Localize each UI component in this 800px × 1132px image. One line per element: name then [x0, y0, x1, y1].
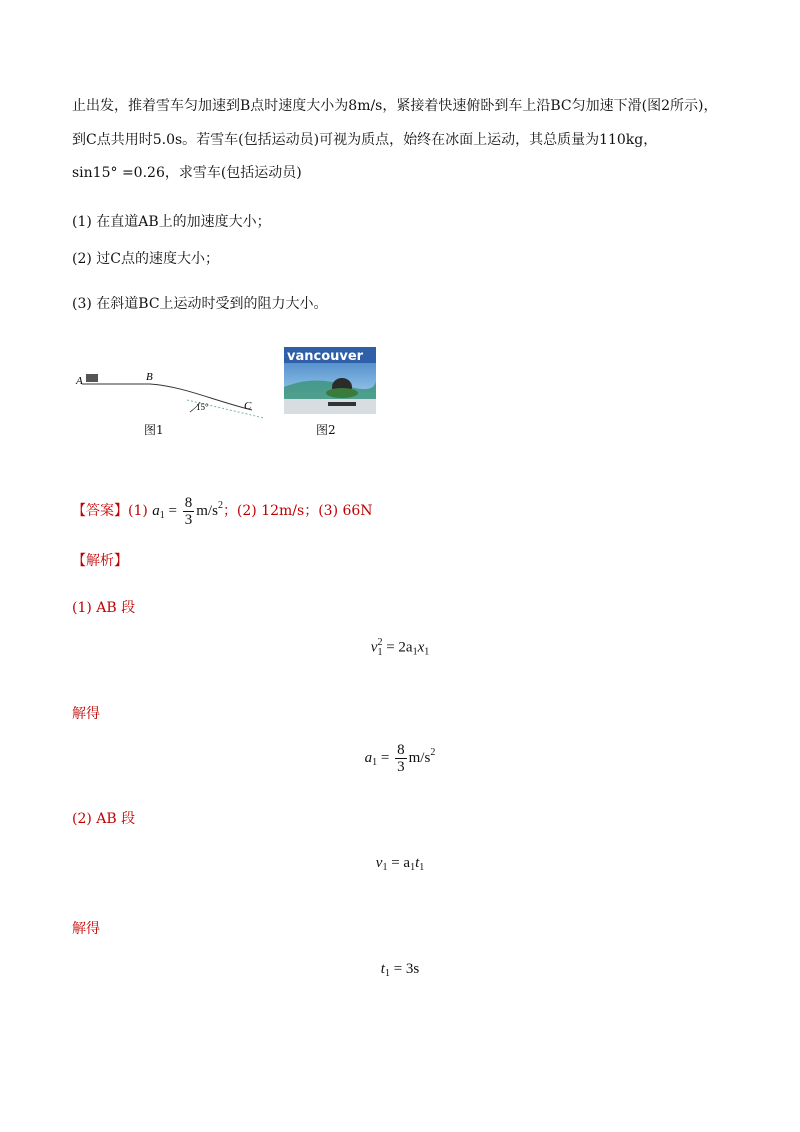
answer-part1-prefix: (1) — [128, 503, 153, 519]
eq2-eq: = — [380, 749, 390, 766]
answer-tag: 【答案】 — [72, 503, 128, 519]
eq2-unit-sup: 2 — [430, 746, 436, 758]
problem-line-2: 到C点共用时5.0s。若雪车(包括运动员)可视为质点，始终在冰面上运动，其总质量为110kg， — [72, 132, 658, 148]
eq2-fraction — [395, 742, 407, 775]
angle-label: 15° — [196, 402, 209, 412]
analysis-jie-1: 解得 — [72, 706, 100, 722]
eq3-v: v — [375, 855, 383, 871]
analysis-jie-2: 解得 — [72, 921, 100, 937]
eq1-x: x — [417, 639, 425, 656]
sled — [328, 402, 356, 406]
label-b: B — [146, 371, 153, 383]
analysis-tag: 【解析】 — [72, 553, 128, 569]
athlete-icon — [86, 374, 98, 382]
eq1-sup: 2 — [377, 637, 383, 648]
analysis-section-2-title: (2) AB 段 — [72, 811, 136, 827]
figure-2-caption: 图2 — [316, 423, 336, 437]
answer-line — [72, 486, 373, 536]
question-1: (1) 在直道AB上的加速度大小； — [72, 214, 271, 230]
answer-unit: m/s — [196, 503, 218, 519]
answer-den: 3 — [184, 512, 193, 529]
eq2-num: 8 — [397, 742, 405, 758]
equation-1 — [0, 638, 800, 658]
ice-surface — [284, 399, 376, 414]
eq1-v: v — [370, 639, 378, 656]
eq2-a: a — [364, 749, 373, 766]
figure-2-photo — [284, 347, 376, 414]
banner-text: vancouver — [287, 349, 364, 364]
answer-rest: ；(2) 12m/s；(3) 66N — [222, 503, 373, 519]
analysis-section-1-title: (1) AB 段 — [72, 600, 136, 616]
eq4-rhs: = 3s — [393, 961, 420, 977]
answer-fraction — [183, 495, 195, 528]
eq1-rhs: = 2a — [386, 639, 413, 656]
figure-1-track-diagram — [72, 360, 282, 430]
eq2-sub: 1 — [372, 756, 378, 768]
eq3-t: t — [415, 855, 420, 871]
question-3: (3) 在斜道BC上运动时受到的阻力大小。 — [72, 296, 328, 312]
eq3-rhs: = a — [391, 855, 411, 871]
eq1-scripts — [377, 638, 382, 658]
eq1-a-sub: 1 — [412, 646, 418, 658]
label-c: C — [244, 400, 252, 412]
problem-line-1: 止出发，推着雪车匀加速到B点时速度大小为8m/s，紧接着快速俯卧到车上沿BC匀加速下滑(图2所示)， — [72, 98, 718, 114]
eq1-x-sub: 1 — [424, 646, 430, 658]
answer-eq: = — [168, 503, 177, 519]
eq4-sub: 1 — [384, 968, 390, 979]
eq1-sub: 1 — [377, 647, 383, 658]
eq2-unit: m/s — [408, 749, 431, 766]
eq4-t: t — [380, 961, 385, 977]
label-a: A — [76, 375, 83, 387]
athlete-arms — [326, 388, 358, 398]
answer-unit-sup: 2 — [217, 500, 223, 511]
question-2: (2) 过C点的速度大小； — [72, 251, 219, 267]
equation-4 — [0, 961, 800, 979]
answer-a: a — [152, 503, 160, 519]
equation-3 — [0, 855, 800, 873]
eq3-a-sub: 1 — [410, 862, 416, 873]
eq2-den: 3 — [397, 759, 405, 775]
problem-line-3: sin15° =0.26，求雪车(包括运动员) — [72, 165, 302, 181]
figure-1-caption: 图1 — [144, 423, 164, 437]
answer-a-sub: 1 — [159, 510, 165, 521]
answer-num: 8 — [184, 495, 193, 512]
equation-2 — [0, 742, 800, 775]
eq3-sub: 1 — [382, 862, 388, 873]
answer-formula — [152, 495, 223, 529]
eq3-t-sub: 1 — [419, 862, 425, 873]
